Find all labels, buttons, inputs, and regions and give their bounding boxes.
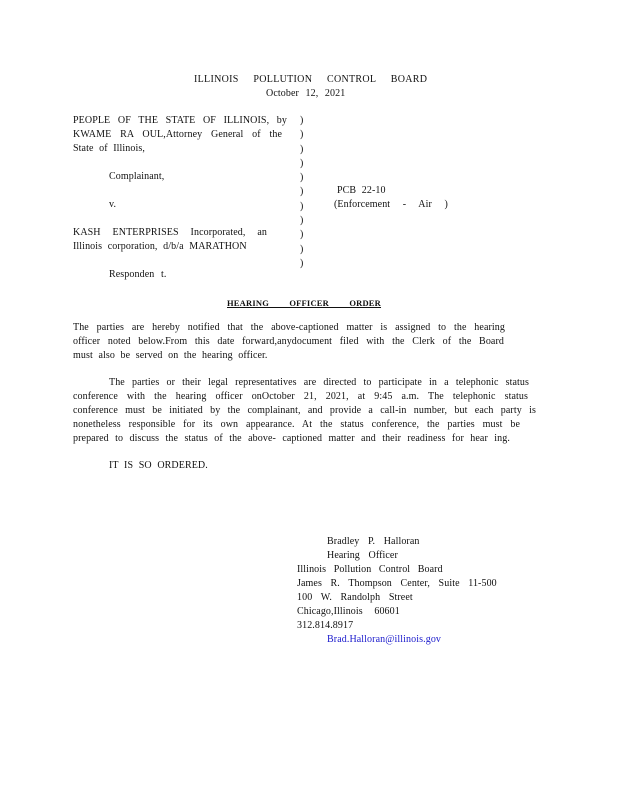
signer-email-link[interactable]: Brad.Halloran@illinois.gov: [327, 634, 442, 645]
versus-label: v.: [109, 199, 117, 210]
case-type: (Enforcement - Air ): [334, 199, 448, 210]
caption-paren-column: [300, 114, 310, 271]
paragraph-1-line-2: officer noted below.From this date forward,anydocument filed with the Clerk of the Board: [73, 336, 504, 347]
signer-street: 100 W. Randolph Street: [297, 592, 413, 603]
paren: ): [300, 129, 304, 141]
paren: ): [300, 186, 304, 198]
paren: ): [300, 243, 304, 255]
complainant-line-3: State of Illinois,: [73, 143, 145, 154]
complainant-label: Complainant,: [109, 171, 165, 182]
paragraph-2-line-3: conference must be initiated by the complainant, and provide a call-in number, but each party is: [73, 405, 536, 416]
signer-city: Chicago,Illinois 60601: [297, 606, 400, 617]
so-ordered: IT IS SO ORDERED.: [109, 460, 208, 471]
respondent-label: Responden t.: [109, 269, 167, 280]
respondent-line-2: Illinois corporation, d/b/a MARATHON: [73, 241, 247, 252]
paragraph-2-line-5: prepared to discuss the status of the above- captioned matter and their readiness for hear ing.: [73, 433, 510, 444]
complainant-line-1: PEOPLE OF THE STATE OF ILLINOIS, by: [73, 115, 287, 126]
complainant-line-2: KWAME RA OUL,Attorney General of the: [73, 129, 282, 140]
paren: ): [300, 257, 304, 269]
paragraph-2-line-4: nonetheless responsible for its own appearance. At the status conference, the parties must be: [73, 419, 520, 430]
paragraph-1-line-1: The parties are hereby notified that the above-captioned matter is assigned to the hearing: [73, 322, 505, 333]
paragraph-1-line-3: must also be served on the hearing officer.: [73, 350, 268, 361]
respondent-line-1: KASH ENTERPRISES Incorporated, an: [73, 227, 267, 238]
paren: ): [300, 229, 304, 241]
signer-title: Hearing Officer: [327, 550, 398, 561]
signer-building: James R. Thompson Center, Suite 11-500: [297, 578, 497, 589]
order-title: HEARING OFFICER ORDER: [227, 298, 382, 308]
paren: ): [300, 115, 304, 126]
paren: ): [300, 215, 304, 227]
signer-org: Illinois Pollution Control Board: [297, 564, 443, 575]
signer-phone: 312.814.8917: [297, 620, 354, 631]
paren: ): [300, 157, 304, 169]
paragraph-2-line-1: The parties or their legal representatives are directed to participate in a telephonic status: [109, 377, 529, 388]
paragraph-2-line-2: conference with the hearing officer onOctober 21, 2021, at 9:45 a.m. The telephonic status: [73, 391, 528, 402]
board-title: ILLINOIS POLLUTION CONTROL BOARD: [194, 74, 428, 85]
paren: ): [300, 200, 304, 212]
paren: ): [300, 172, 304, 184]
case-number: PCB 22-10: [337, 185, 386, 196]
order-date: October 12, 2021: [266, 88, 346, 99]
paren: ): [300, 143, 304, 155]
signer-name: Bradley P. Halloran: [327, 536, 420, 547]
